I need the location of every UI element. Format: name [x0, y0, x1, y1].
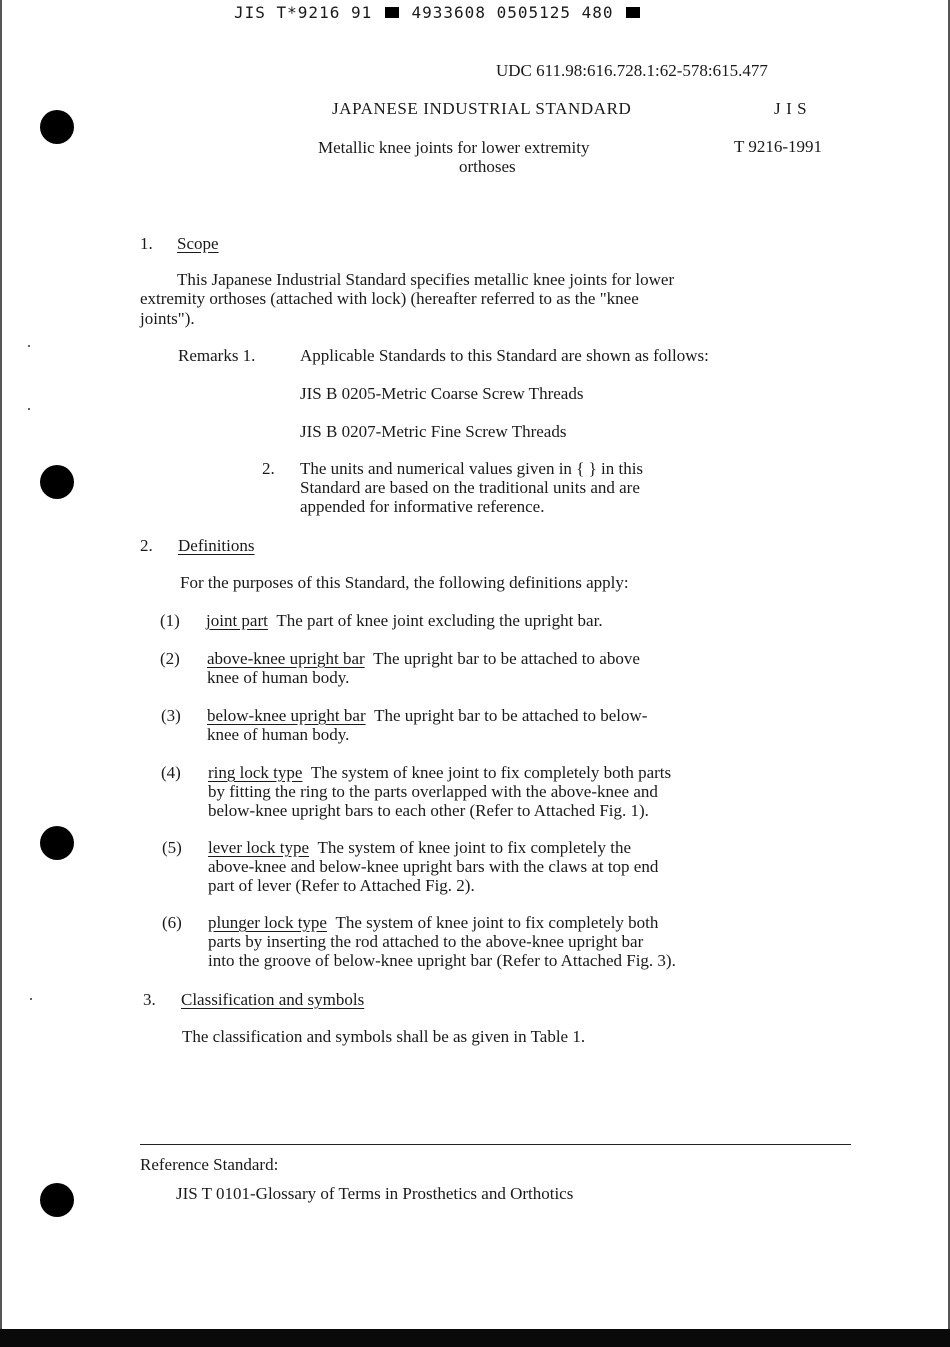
remark2-line2: Standard are based on the traditional units and are: [300, 478, 640, 497]
definition-number: (5): [162, 838, 182, 857]
scan-bottom-bar: [0, 1329, 950, 1347]
definition-text-line3: into the groove of below-knee upright bar (Refer to Attached Fig. 3).: [208, 951, 676, 970]
udc-code: UDC 611.98:616.728.1:62-578:615.477: [496, 61, 768, 80]
definition-text-line2: knee of human body.: [207, 725, 350, 744]
section2-number: 2.: [140, 536, 153, 555]
definition-text: The upright bar to be attached to above: [373, 649, 640, 668]
section1-heading: Scope: [177, 234, 219, 253]
definition-text-line2: by fitting the ring to the parts overlapped with the above-knee and: [208, 782, 658, 801]
definition-term: lever lock type: [208, 838, 310, 857]
section3-number: 3.: [143, 990, 156, 1009]
document-title-line1: Metallic knee joints for lower extremity: [318, 138, 590, 157]
section2-intro: For the purposes of this Standard, the following definitions apply:: [180, 573, 629, 592]
scan-header-left: JIS T*9216 91: [234, 3, 373, 22]
definition-number: (1): [160, 611, 180, 630]
scan-header-middle: 4933608 0505125 480: [411, 3, 614, 22]
scan-speck: [30, 998, 32, 1000]
definition-text-line3: part of lever (Refer to Attached Fig. 2).: [208, 876, 475, 895]
scan-speck: [28, 408, 30, 410]
punch-hole: [40, 1183, 74, 1217]
definition-term: above-knee upright bar: [207, 649, 365, 668]
definition-text-line2: above-knee and below-knee upright bars with the claws at top end: [208, 857, 659, 876]
definition-text: The part of knee joint excluding the upright bar.: [276, 611, 603, 630]
definition-item: [208, 838, 631, 857]
definition-term: ring lock type: [208, 763, 303, 782]
definition-number: (3): [161, 706, 181, 725]
section1-number: 1.: [140, 234, 153, 253]
section2-heading: Definitions: [178, 536, 255, 555]
scan-edge-left: [0, 0, 2, 1347]
remarks-label: Remarks 1.: [178, 346, 256, 365]
definition-term: joint part: [206, 611, 268, 630]
definition-number: (4): [161, 763, 181, 782]
scan-block-mark: [626, 7, 640, 18]
remark2-line3: appended for informative reference.: [300, 497, 545, 516]
reference-standard-1: JIS B 0205-Metric Coarse Screw Threads: [300, 384, 584, 403]
section3-text: The classification and symbols shall be as given in Table 1.: [182, 1027, 586, 1046]
definition-number: (6): [162, 913, 182, 932]
definition-text: The system of knee joint to fix completely both: [335, 913, 659, 932]
definition-text-line2: parts by inserting the rod attached to the above-knee upright bar: [208, 932, 644, 951]
section1-para-line3: joints").: [140, 309, 195, 328]
definition-text: The system of knee joint to fix completely the: [317, 838, 631, 857]
definition-item: [207, 706, 647, 725]
scan-block-mark: [385, 7, 399, 18]
definition-text: The upright bar to be attached to below-: [374, 706, 648, 725]
remark2-line1: The units and numerical values given in { } in this: [300, 459, 644, 478]
punch-hole: [40, 110, 74, 144]
definition-term: plunger lock type: [208, 913, 327, 932]
section3-heading: Classification and symbols: [181, 990, 365, 1009]
definition-term: below-knee upright bar: [207, 706, 366, 725]
footer-reference-standard: JIS T 0101-Glossary of Terms in Prosthetics and Orthotics: [176, 1184, 574, 1203]
section1-para-line2: extremity orthoses (attached with lock) (hereafter referred to as the "knee: [140, 289, 639, 308]
document-number: T 9216-1991: [734, 137, 822, 156]
definition-text-line2: knee of human body.: [207, 668, 350, 687]
definition-item: [206, 611, 603, 630]
definition-item: [208, 763, 671, 782]
definition-item: [208, 913, 658, 932]
remark1-text: Applicable Standards to this Standard are shown as follows:: [300, 346, 709, 365]
standard-title: JAPANESE INDUSTRIAL STANDARD: [332, 99, 632, 118]
punch-hole: [40, 465, 74, 499]
scan-speck: [28, 345, 30, 347]
punch-hole: [40, 826, 74, 860]
definition-text: The system of knee joint to fix completely both parts: [310, 763, 672, 782]
definition-item: [207, 649, 640, 668]
scan-header: [234, 3, 642, 22]
document-title-line2: orthoses: [459, 157, 516, 176]
reference-standard-2: JIS B 0207-Metric Fine Screw Threads: [300, 422, 567, 441]
footer-reference-label: Reference Standard:: [140, 1155, 279, 1174]
definition-number: (2): [160, 649, 180, 668]
jis-mark: J I S: [774, 99, 808, 118]
definition-text-line3: below-knee upright bars to each other (Refer to Attached Fig. 1).: [208, 801, 649, 820]
remark2-number: 2.: [262, 459, 275, 478]
section1-para-line1: This Japanese Industrial Standard specifies metallic knee joints for lower: [177, 270, 675, 289]
footer-divider: [140, 1144, 851, 1145]
